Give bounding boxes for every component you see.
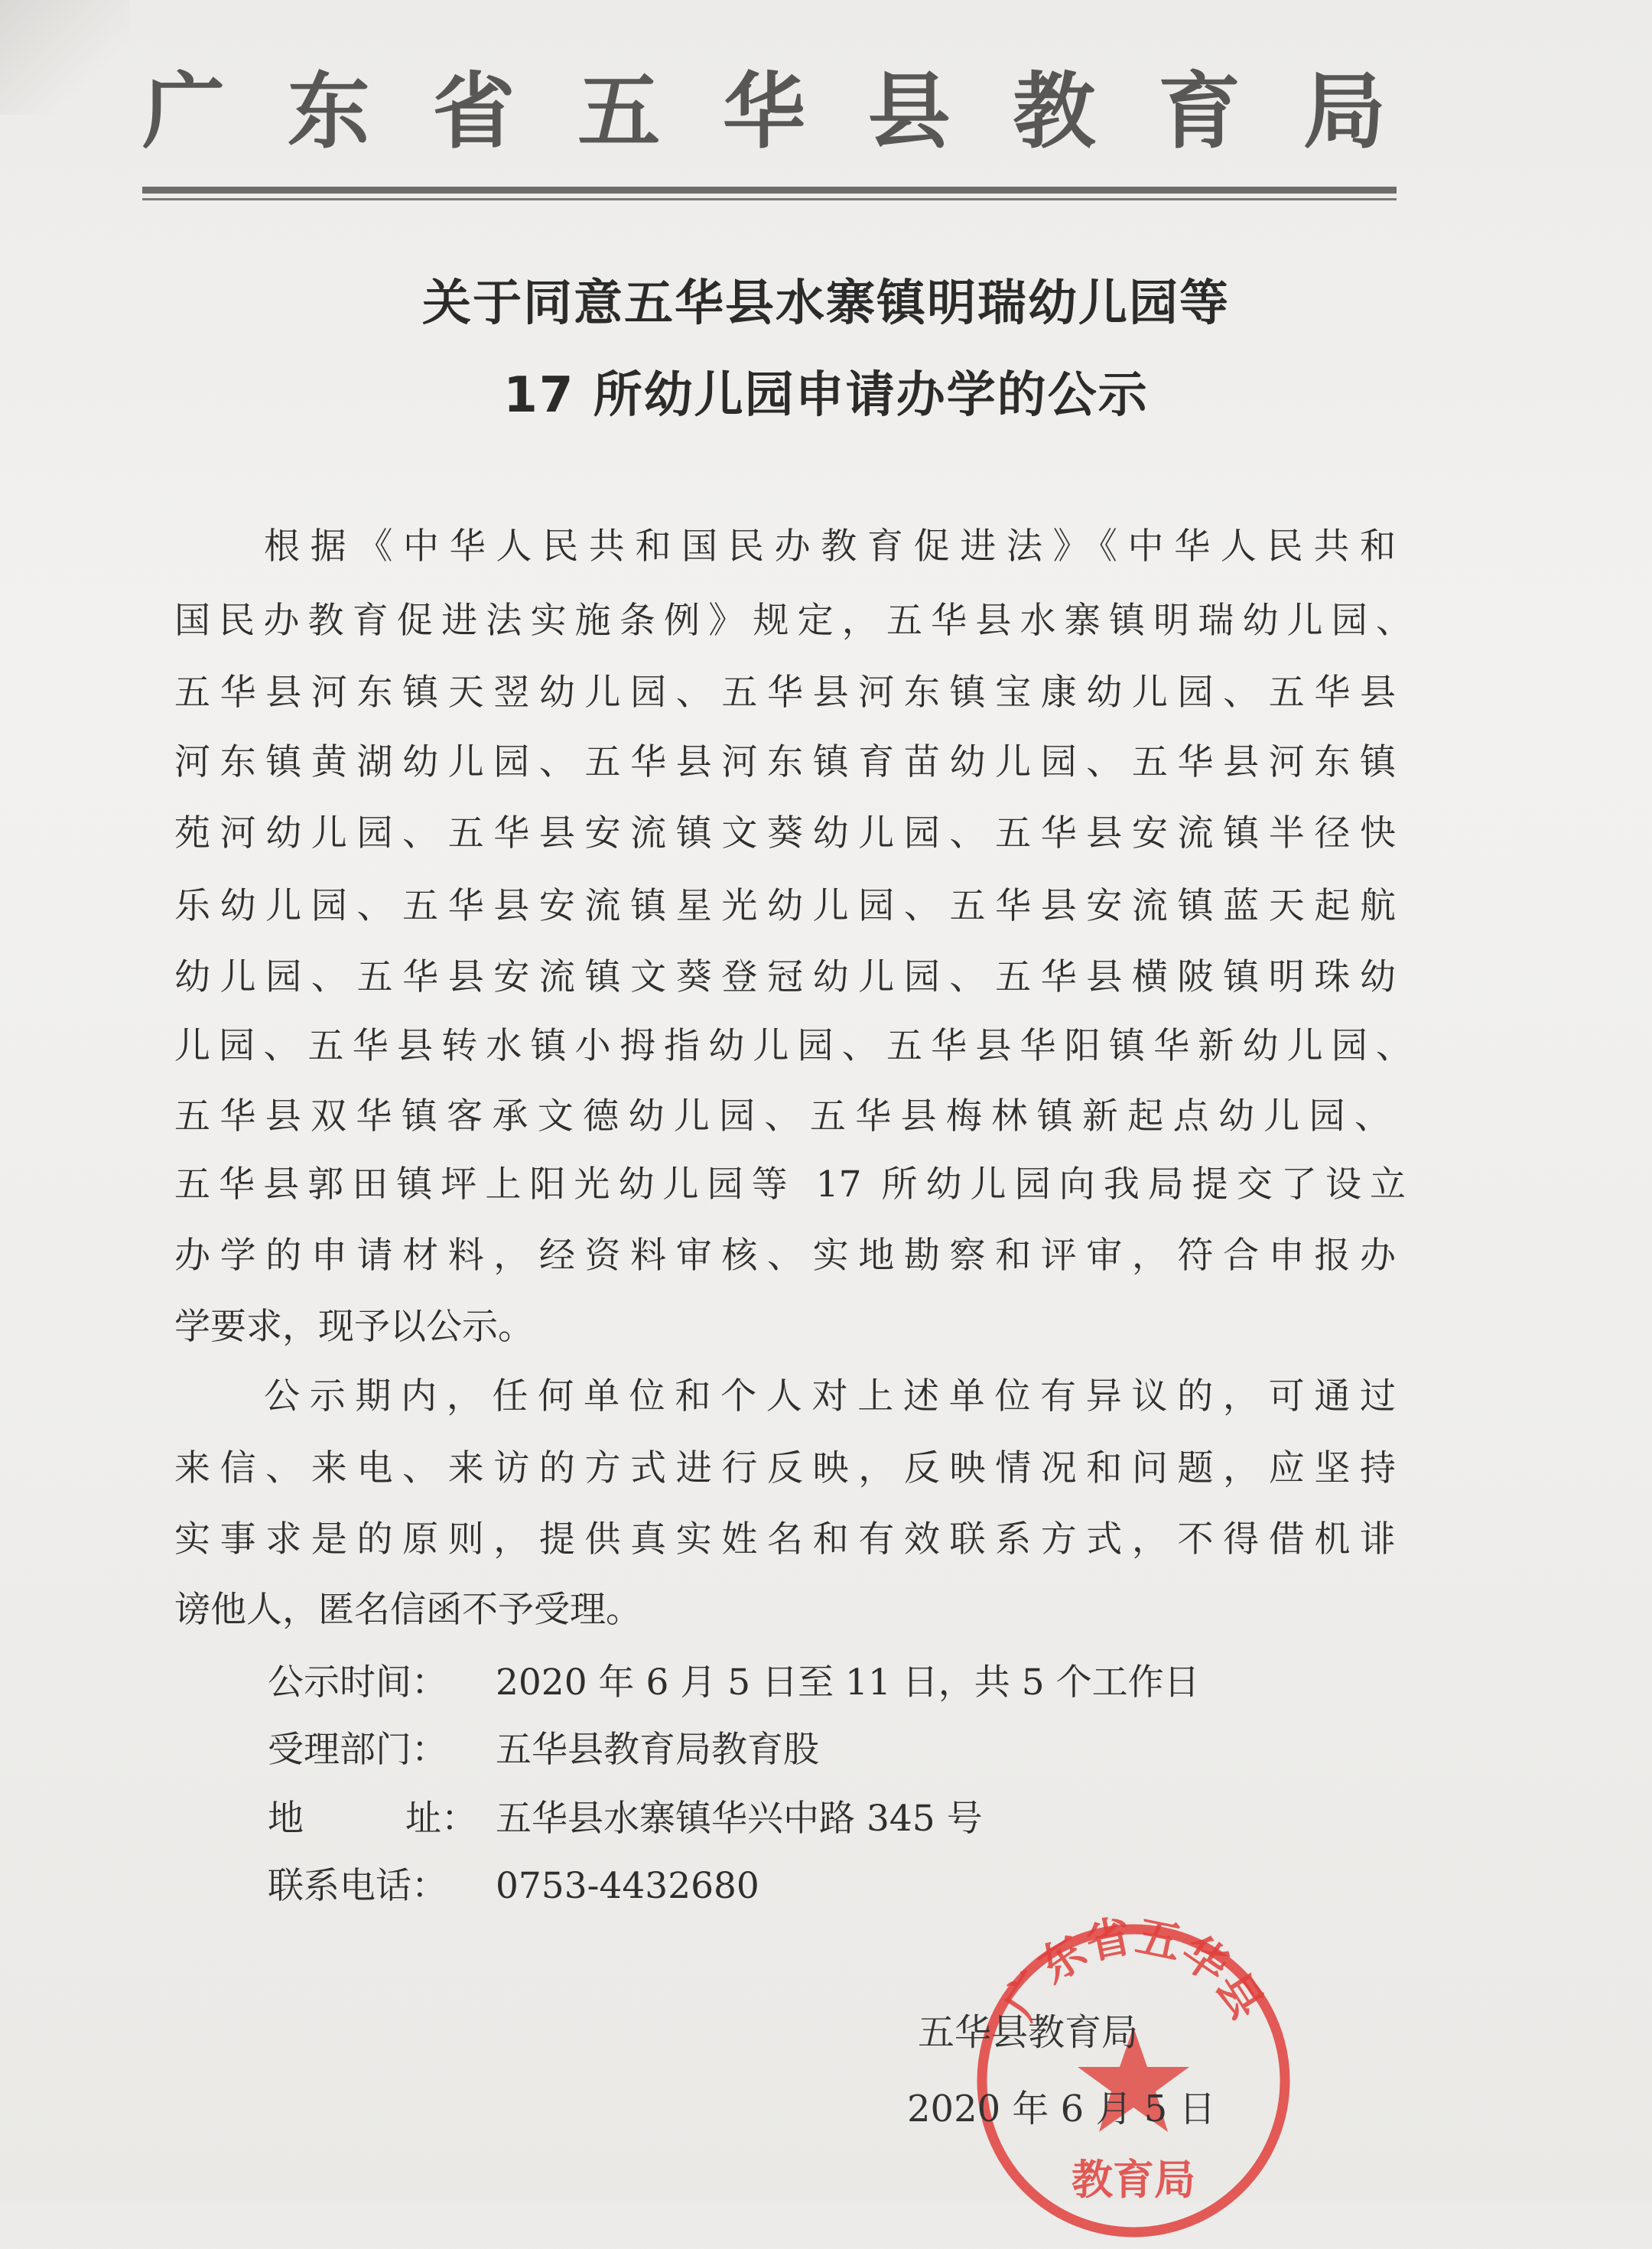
paragraph1-line: 幼儿园、五华县安流镇文葵登冠幼儿园、五华县横陂镇明珠幼 — [174, 956, 1396, 998]
letterhead-char: 省 — [432, 63, 515, 160]
seal-arc-text: 广东省五华县 — [993, 1912, 1274, 2028]
paragraph1-line: 苑河幼儿园、五华县安流镇文葵幼儿园、五华县安流镇半径快 — [174, 812, 1396, 854]
letterhead-char: 局 — [1302, 63, 1386, 160]
address-label-part1: 地 — [268, 1798, 304, 1840]
letterhead-char: 教 — [1013, 63, 1096, 160]
issue-date: 2020 年 6 月 5 日 — [907, 2088, 1216, 2130]
letterhead-char: 育 — [1158, 63, 1241, 160]
seal-bottom-text: 教育局 — [1072, 2156, 1195, 2204]
issuer-name: 五华县教育局 — [918, 2011, 1139, 2054]
paragraph1-line: 五华县河东镇天翌幼儿园、五华县河东镇宝康幼儿园、五华县 — [174, 672, 1396, 714]
letterhead-char: 五 — [577, 63, 661, 160]
paragraph1-line: 根据《中华人民共和国民办教育促进法》《中华人民共和 — [264, 526, 1396, 568]
paragraph1-line: 乐幼儿园、五华县安流镇星光幼儿园、五华县安流镇蓝天起航 — [174, 885, 1396, 927]
paper-fold — [0, 0, 130, 115]
phone-value: 0753-4432680 — [496, 1865, 759, 1907]
paragraph1-line: 办学的申请材料，经资料审核、实地勘察和评审，符合申报办 — [174, 1235, 1396, 1277]
paragraph1-line: 国民办教育促进法实施条例》规定，五华县水寨镇明瑞幼儿园、 — [174, 600, 1412, 642]
address-value: 五华县水寨镇华兴中路 345 号 — [496, 1798, 983, 1840]
letterhead-char: 县 — [867, 63, 951, 160]
department-value: 五华县教育局教育股 — [496, 1729, 819, 1771]
paragraph2-line: 公示期内，任何单位和个人对上述单位有异议的，可通过 — [264, 1375, 1396, 1417]
paragraph1-line: 学要求，现予以公示。 — [174, 1306, 534, 1348]
paragraph1-line: 河东镇黄湖幼儿园、五华县河东镇育苗幼儿园、五华县河东镇 — [174, 741, 1396, 783]
letterhead — [142, 50, 1386, 158]
notice-title-line-2: 17 所幼儿园申请办学的公示 — [503, 367, 1149, 424]
paragraph1-line: 五华县郭田镇坪上阳光幼儿园等 17 所幼儿园向我局提交了设立 — [174, 1164, 1406, 1206]
department-label: 受理部门： — [268, 1729, 447, 1771]
paragraph2-line: 谤他人，匿名信函不予受理。 — [174, 1589, 642, 1631]
letterhead-rule-thick — [142, 187, 1397, 194]
letterhead-char: 东 — [287, 63, 370, 160]
period-label: 公示时间： — [268, 1662, 447, 1704]
paragraph1-line: 五华县双华镇客承文德幼儿园、五华县梅林镇新起点幼儿园、 — [174, 1095, 1390, 1138]
period-value: 2020 年 6 月 5 日至 11 日，共 5 个工作日 — [496, 1662, 1200, 1704]
paragraph2-line: 来信、来电、来访的方式进行反映，反映情况和问题，应坚持 — [174, 1447, 1396, 1489]
phone-label: 联系电话： — [268, 1865, 447, 1907]
letterhead-char: 广 — [142, 63, 226, 160]
letterhead-char: 华 — [722, 63, 805, 160]
notice-title-line-1: 关于同意五华县水寨镇明瑞幼儿园等 — [422, 275, 1230, 332]
paragraph1-line: 儿园、五华县转水镇小拇指幼儿园、五华县华阳镇华新幼儿园、 — [174, 1025, 1412, 1067]
address-label-part2: 址： — [405, 1798, 477, 1840]
letterhead-rule-thin — [142, 198, 1397, 200]
paragraph2-line: 实事求是的原则，提供真实姓名和有效联系方式，不得借机诽 — [174, 1518, 1396, 1561]
